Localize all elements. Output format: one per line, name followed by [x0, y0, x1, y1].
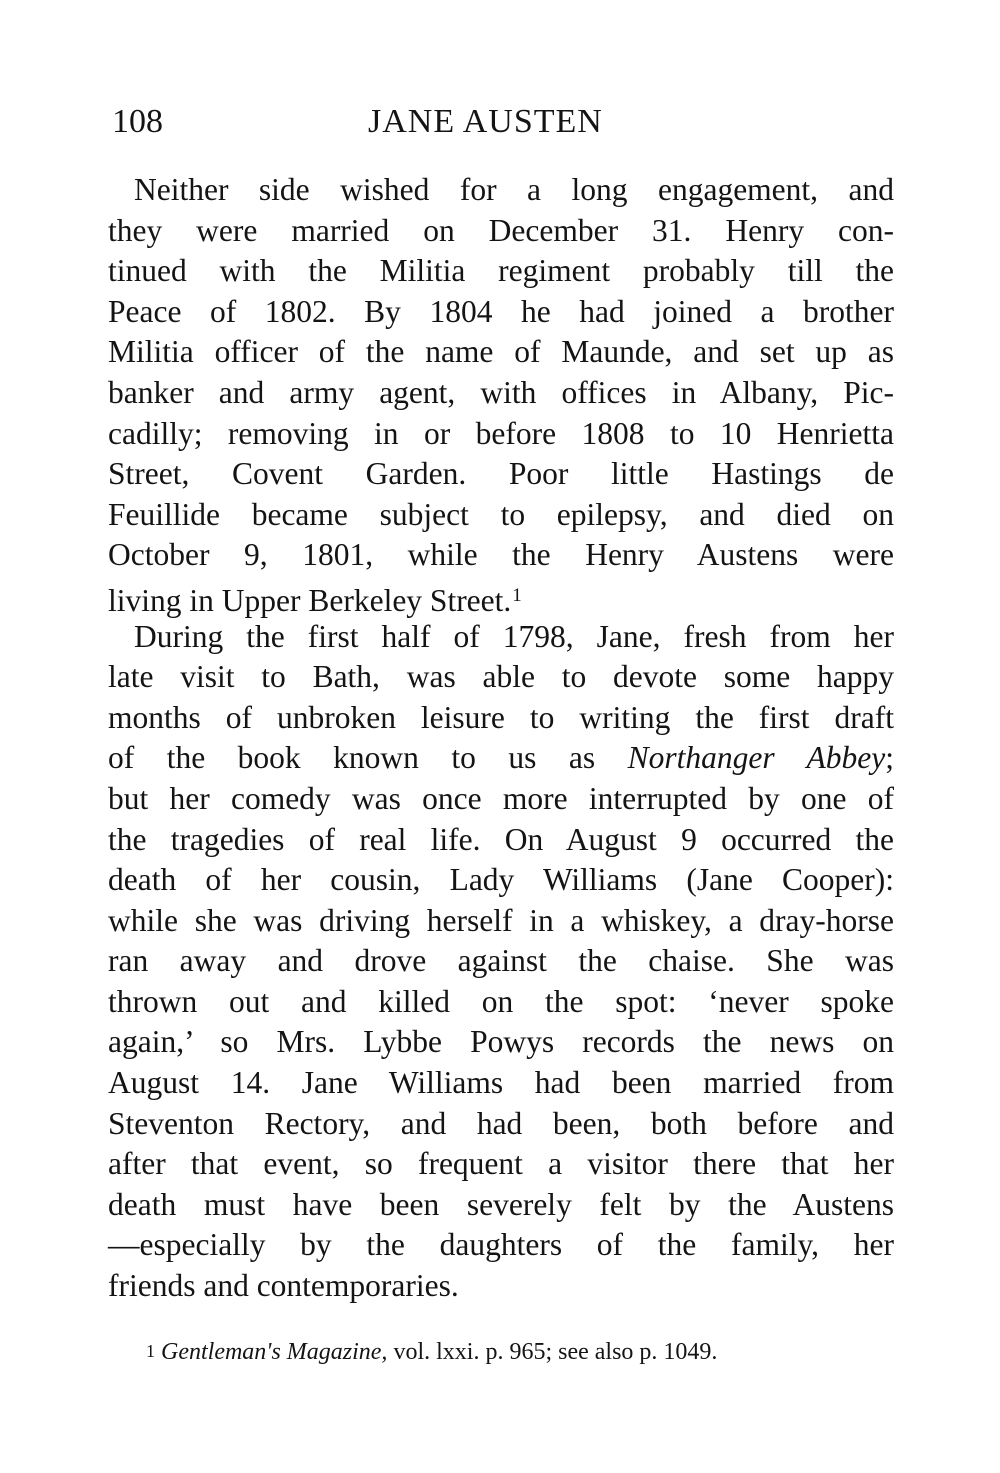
- body-text: [108, 170, 894, 1307]
- text-line: months of unbroken leisure to writing the first draft: [108, 699, 894, 735]
- text-line: thrown out and killed on the spot: ‘never spoke: [108, 983, 894, 1019]
- text-line: Steventon Rectory, and had been, both before and: [108, 1105, 894, 1141]
- text-line: cadilly; removing in or before 1808 to 10 Henrietta: [108, 415, 894, 451]
- text-line: death of her cousin, Lady Williams (Jane Cooper):: [108, 862, 894, 898]
- text-line-content: living in Upper Berkeley Street.: [108, 582, 512, 618]
- book-title: Northanger Abbey: [627, 740, 886, 776]
- text-line: During the first half of 1798, Jane, fresh from her: [134, 618, 894, 654]
- text-line: late visit to Bath, was able to devote some happy: [108, 659, 894, 695]
- text-line: October 9, 1801, while the Henry Austens were: [108, 537, 894, 573]
- text-line: Feuillide became subject to epilepsy, and died on: [108, 496, 894, 532]
- page-number: 108: [112, 103, 163, 140]
- footnote: [146, 1334, 717, 1369]
- text-line: the tragedies of real life. On August 9 occurred the: [108, 821, 894, 857]
- text-line: banker and army agent, with offices in Albany, Pic-: [108, 374, 894, 410]
- running-title: JANE AUSTEN: [368, 103, 603, 140]
- text-line: while she was driving herself in a whiskey, a dray-horse: [108, 902, 894, 938]
- text-line: —especially by the daughters of the family, her: [108, 1227, 894, 1263]
- footnote-reference: 1: [512, 584, 522, 606]
- text-line: they were married on December 31. Henry con-: [108, 212, 894, 248]
- footnote-marker: 1: [146, 1341, 155, 1361]
- text-line-content: ;: [885, 740, 894, 776]
- text-line: Street, Covent Garden. Poor little Hastings de: [108, 456, 894, 492]
- text-line: death must have been severely felt by the Austens: [108, 1186, 894, 1222]
- footnote-text: vol. lxxi. p. 965; see also p. 1049.: [387, 1339, 718, 1365]
- text-line-last: friends and contemporaries.: [108, 1268, 459, 1304]
- text-line: again,’ so Mrs. Lybbe Powys records the news on: [108, 1024, 894, 1060]
- text-line: ran away and drove against the chaise. She was: [108, 943, 894, 979]
- footnote-source-title: Gentleman's Magazine,: [161, 1339, 388, 1365]
- text-line: Militia officer of the name of Maunde, and set up as: [108, 334, 894, 370]
- text-line-content: of the book known to us as: [108, 740, 628, 776]
- text-line-with-title: [108, 738, 894, 779]
- text-line: after that event, so frequent a visitor there that her: [108, 1146, 894, 1182]
- text-line: August 14. Jane Williams had been married from: [108, 1065, 894, 1101]
- text-line: Neither side wished for a long engagement, and: [134, 172, 894, 207]
- text-line-last: [108, 576, 894, 617]
- text-line: Peace of 1802. By 1804 he had joined a brother: [108, 293, 894, 329]
- text-line: tinued with the Militia regiment probably till the: [108, 253, 894, 289]
- text-line: but her comedy was once more interrupted by one of: [108, 780, 894, 816]
